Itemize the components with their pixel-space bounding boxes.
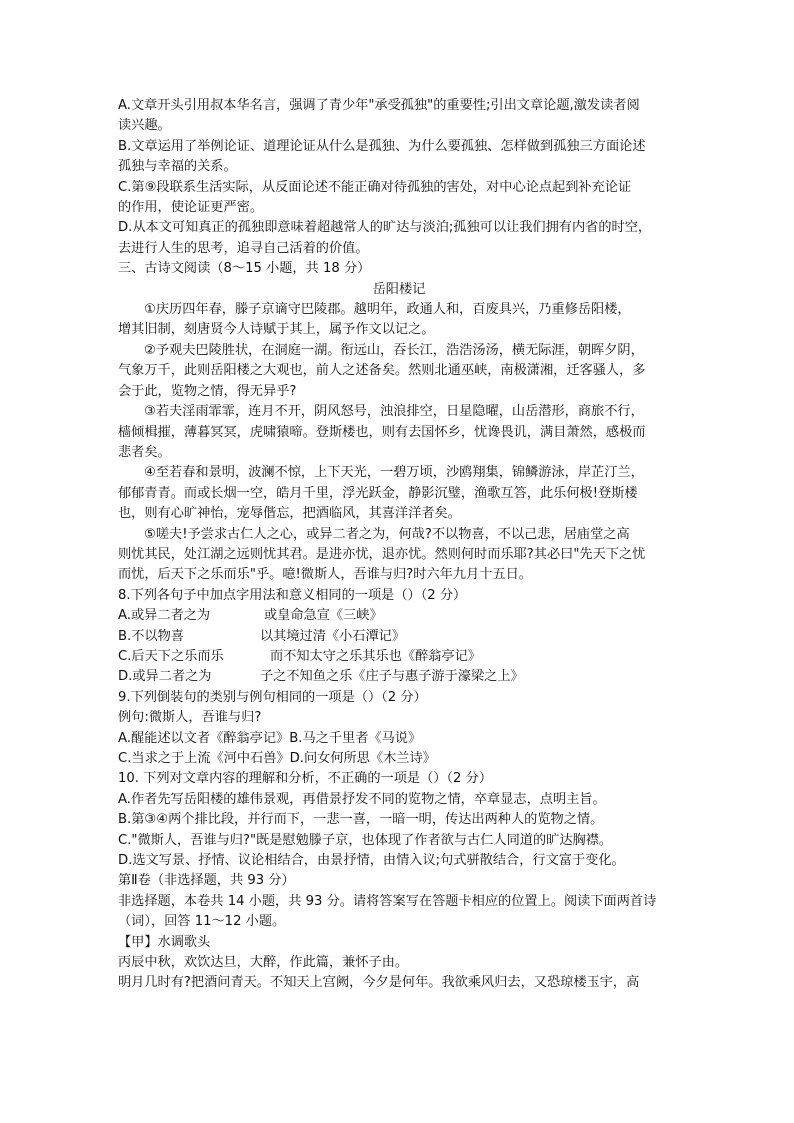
q8-option-c (118, 647, 680, 667)
q7-option-b-line1: B.文章运用了举例论证、道理论证从什么是孤独、为什么要孤独、怎样做到孤独三方面论述 (118, 138, 646, 154)
passage-paragraph-line: ④至若春和景明，波澜不惊，上下天光，一碧万顷，沙鸥翔集，锦鳞游泳，岸芷汀兰， (144, 465, 644, 481)
q8-option-a-right: 或皇命急宣《三峡》 (264, 608, 383, 624)
q8-option-d-left: D.或异二者之为 (118, 669, 212, 685)
q7-option-c-line1: C.第⑨段联系生活实际，从反面论述不能正确对待孤独的害处，对中心论点起到补充论证 (118, 179, 632, 195)
q8-option-b-left: B.不以物喜 (118, 628, 184, 644)
passage-paragraph-line: ①庆历四年春，滕子京谪守巴陵郡。越明年，政通人和，百废具兴，乃重修岳阳楼， (144, 302, 631, 318)
q8-option-b (118, 627, 680, 647)
poem-line: 明月几时有?把酒问青天。不知天上宫阙，今夕是何年。我欲乘风归去，又恐琼楼玉宇，高 (118, 975, 640, 991)
q10-option-a: A.作者先写岳阳楼的雄伟景观，再借景抒发不同的览物之情，卒章显志，点明主旨。 (118, 791, 606, 807)
passage-paragraph-line: 而忧，后天下之乐而乐"乎。噫!微斯人，吾谁与归?时六年九月十五日。 (118, 567, 532, 583)
passage-paragraph-line: 气象万千，此则岳阳楼之大观也，前人之述备矣。然则北通巫峡，南极潇湘，迁客骚人，多 (118, 363, 646, 379)
q8-stem: 8.下列各句子中加点字用法和意义相同的一项是（）（2 分） (118, 587, 467, 603)
volume-intro-line1: 非选择题，本卷共 14 小题，共 93 分。请将答案写在答题卡相应的位置上。阅读下面两首诗 (118, 893, 657, 909)
q8-option-d (118, 667, 680, 687)
q10-option-c: C."微斯人，吾谁与归?"既是慰勉滕子京，也体现了作者欲与古仁人同道的旷达胸襟。 (118, 832, 613, 848)
passage-paragraph-line: 会于此，览物之情，得无异乎? (118, 383, 297, 399)
passage-paragraph-line: 增其旧制，刻唐贤今人诗赋于其上，属予作文以记之。 (118, 322, 435, 338)
passage-paragraph-line: 也，则有心旷神怡，宠辱偕忘，把酒临风，其喜洋洋者矣。 (118, 506, 461, 522)
passage-paragraph-line: 郁郁青青。而或长烟一空，皓月千里，浮光跃金，静影沉璧，渔歌互答，此乐何极!登斯楼 (118, 485, 638, 501)
poem-preface: 丙辰中秋，欢饮达旦，大醉，作此篇，兼怀子由。 (118, 955, 409, 971)
q10-option-b: B.第③④两个排比段，并行而下，一悲一喜，一暗一明，传达出两种人的览物之情。 (118, 812, 604, 828)
passage-paragraph-line: ②予观夫巴陵胜状，在洞庭一湖。衔远山，吞长江，浩浩汤汤，横无际涯，朝晖夕阴， (144, 342, 644, 358)
volume-heading: 第Ⅱ卷（非选择题，共 93 分） (118, 873, 295, 889)
q8-option-a-left: A.或异二者之为 (118, 608, 211, 624)
section-heading: 三、古诗文阅读（8～15 小题，共 18 分） (118, 261, 371, 277)
exam-page (118, 96, 680, 994)
q8-option-d-right: 子之不知鱼之乐《庄子与惠子游于濠梁之上》 (260, 669, 524, 685)
volume-intro-line2: （词），回答 11～12 小题。 (118, 914, 286, 930)
passage-paragraph-line: 则忧其民，处江湖之远则忧其君。是进亦忧，退亦忧。然则何时而乐耶?其必曰"先天下之忧 (118, 546, 646, 562)
q10-stem: 10. 下列对文章内容的理解和分析，不正确的一项是（）（2 分） (118, 771, 493, 787)
q9-options-row2: C.当求之于上流《河中石兽》D.问女何所思《木兰诗》 (118, 751, 436, 766)
q9-options-row1: A.醒能述以文者《醉翁亭记》B.马之千里者《马说》 (118, 730, 422, 746)
passage-paragraph-line: 悲者矣。 (118, 444, 171, 460)
q7-option-d-line2: 去进行人生的思考，追寻自己活着的价值。 (118, 240, 369, 256)
q7-option-b-line2: 孤独与幸福的关系。 (118, 159, 237, 175)
passage-paragraph-line: ⑤嗟夫!予尝求古仁人之心，或异二者之为，何哉?不以物喜，不以己悲，居庙堂之高 (144, 526, 630, 542)
q9-example: 例句:微斯人，吾谁与归? (118, 710, 262, 726)
q10-option-d: D.选文写景、抒情、议论相结合，由景抒情，由情入议;句式骈散结合，行文富于变化。 (118, 853, 625, 869)
q7-option-c-line2: 的作用，使论证更严密。 (118, 200, 264, 216)
q7-option-a-line1: A.文章开头引用叔本华名言，强调了青少年"承受孤独"的重要性;引出文章论题,激发读者阅 (118, 98, 640, 113)
q9-stem: 9.下列倒装句的类别与例句相同的一项是（）（2 分） (118, 689, 427, 705)
passage-paragraph-line: ③若夫淫雨霏霏，连月不开，阴风怒号，浊浪排空，日星隐曜，山岳潜形，商旅不行， (144, 404, 644, 420)
q8-option-b-right: 以其境过清《小石潭记》 (260, 628, 406, 644)
passage-paragraph-line: 樯倾楫摧，薄暮冥冥，虎啸猿啼。登斯楼也，则有去国怀乡，忧谗畏讥，满目萧然，感极而 (118, 424, 646, 440)
q8-option-c-left: C.后天下之乐而乐 (118, 648, 224, 664)
q8-option-a (118, 606, 680, 626)
q8-option-c-right: 而不知太守之乐其乐也《醉翁亭记》 (270, 648, 481, 664)
q7-option-a-line2: 读兴趣。 (118, 118, 171, 134)
passage-title: 岳阳楼记 (372, 281, 426, 297)
poem-label: 【甲】水调歌头 (118, 934, 211, 950)
q7-option-d-line1: D.从本文可知真正的孤独即意味着超越常人的旷达与淡泊;孤独可以让我们拥有内省的时空， (118, 220, 652, 236)
